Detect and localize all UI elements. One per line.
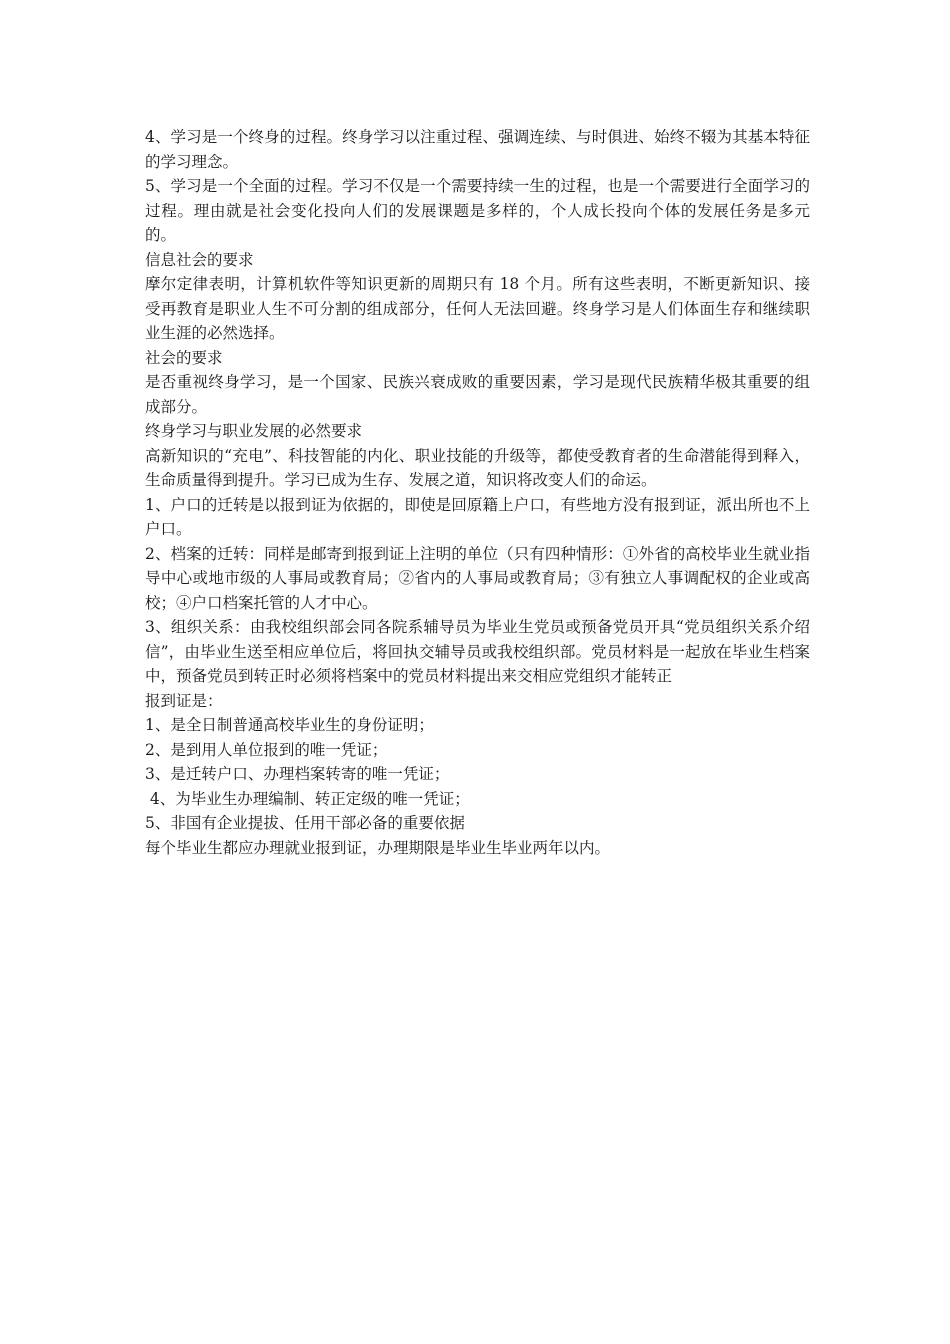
paragraph-moores-law: 摩尔定律表明，计算机软件等知识更新的周期只有 18 个月。所有这些表明，不断更新知识、接受再教育是职业人生不可分割的组成部分，任何人无法回避。终身学习是人们体面生存和继续职业生涯的必然选择。 [145,275,810,342]
paragraph-deadline: 每个毕业生都应办理就业报到证，办理期限是毕业生毕业两年以内。 [145,838,611,857]
paragraph-knowledge-recharge: 高新知识的“充电”、科技智能的内化、职业技能的升级等，都使受教育者的生命潜能得到释入，生命质量得到提升。学习已成为生存、发展之道，知识将改变人们的命运。 [145,446,810,489]
heading-career-development: 终身学习与职业发展的必然要求 [145,422,363,440]
paragraph-comprehensive-process: 5、学习是一个全面的过程。学习不仅是一个需要持续一生的过程，也是一个需要进行全面学习的过程。理由就是社会变化投向人们的发展课题是多样的，个人成长投向个体的发展任务是多元的。 [145,177,810,244]
paragraph-archive-transfer: 2、档案的迁转：同样是邮寄到报到证上注明的单位（只有四种情形：①外省的高校毕业生就业指导中心或地市级的人事局或教育局；②省内的人事局或教育局；③有独立人事调配权的企业或高校；④户口档案托管的人才中心。 [145,544,810,612]
paragraph-household-transfer: 1、户口的迁转是以报到证为依据的，即使是回原籍上户口，有些地方没有报到证，派出所也不上户口。 [145,495,810,538]
paragraph-national-importance: 是否重视终身学习，是一个国家、民族兴衰成败的重要因素，学习是现代民族精华极其重要的组成部分。 [145,373,810,416]
heading-report-certificate: 报到证是： [145,691,223,710]
list-item-household-archive: 3、是迁转户口、办理档案转寄的唯一凭证； [145,765,450,783]
list-item-staffing: 4、为毕业生办理编制、转正定级的唯一凭证； [145,789,470,808]
paragraph-lifelong-process: 4、学习是一个终身的过程。终身学习以注重过程、强调连续、与时俱进、始终不辍为其基本特征的学习理念。 [145,128,810,171]
paragraph-organization-relation: 3、组织关系：由我校组织部会同各院系辅导员为毕业生党员或预备党员开具“党员组织关系介绍信”，由毕业生送至相应单位后，将回执交辅导员或我校组织部。党员材料是一起放在毕业生档案中，预备党员到转正时必须将档案中的党员材料提出来交相应党组织才能转正 [145,618,810,685]
document-body [145,125,810,860]
heading-information-society: 信息社会的要求 [145,250,254,269]
list-item-identity-proof: 1、是全日制普通高校毕业生的身份证明； [145,716,434,734]
list-item-promotion-basis: 5、非国有企业提拔、任用干部必备的重要依据 [145,814,465,832]
list-item-employer-report: 2、是到用人单位报到的唯一凭证； [145,740,388,759]
heading-society-requirements: 社会的要求 [145,348,223,367]
